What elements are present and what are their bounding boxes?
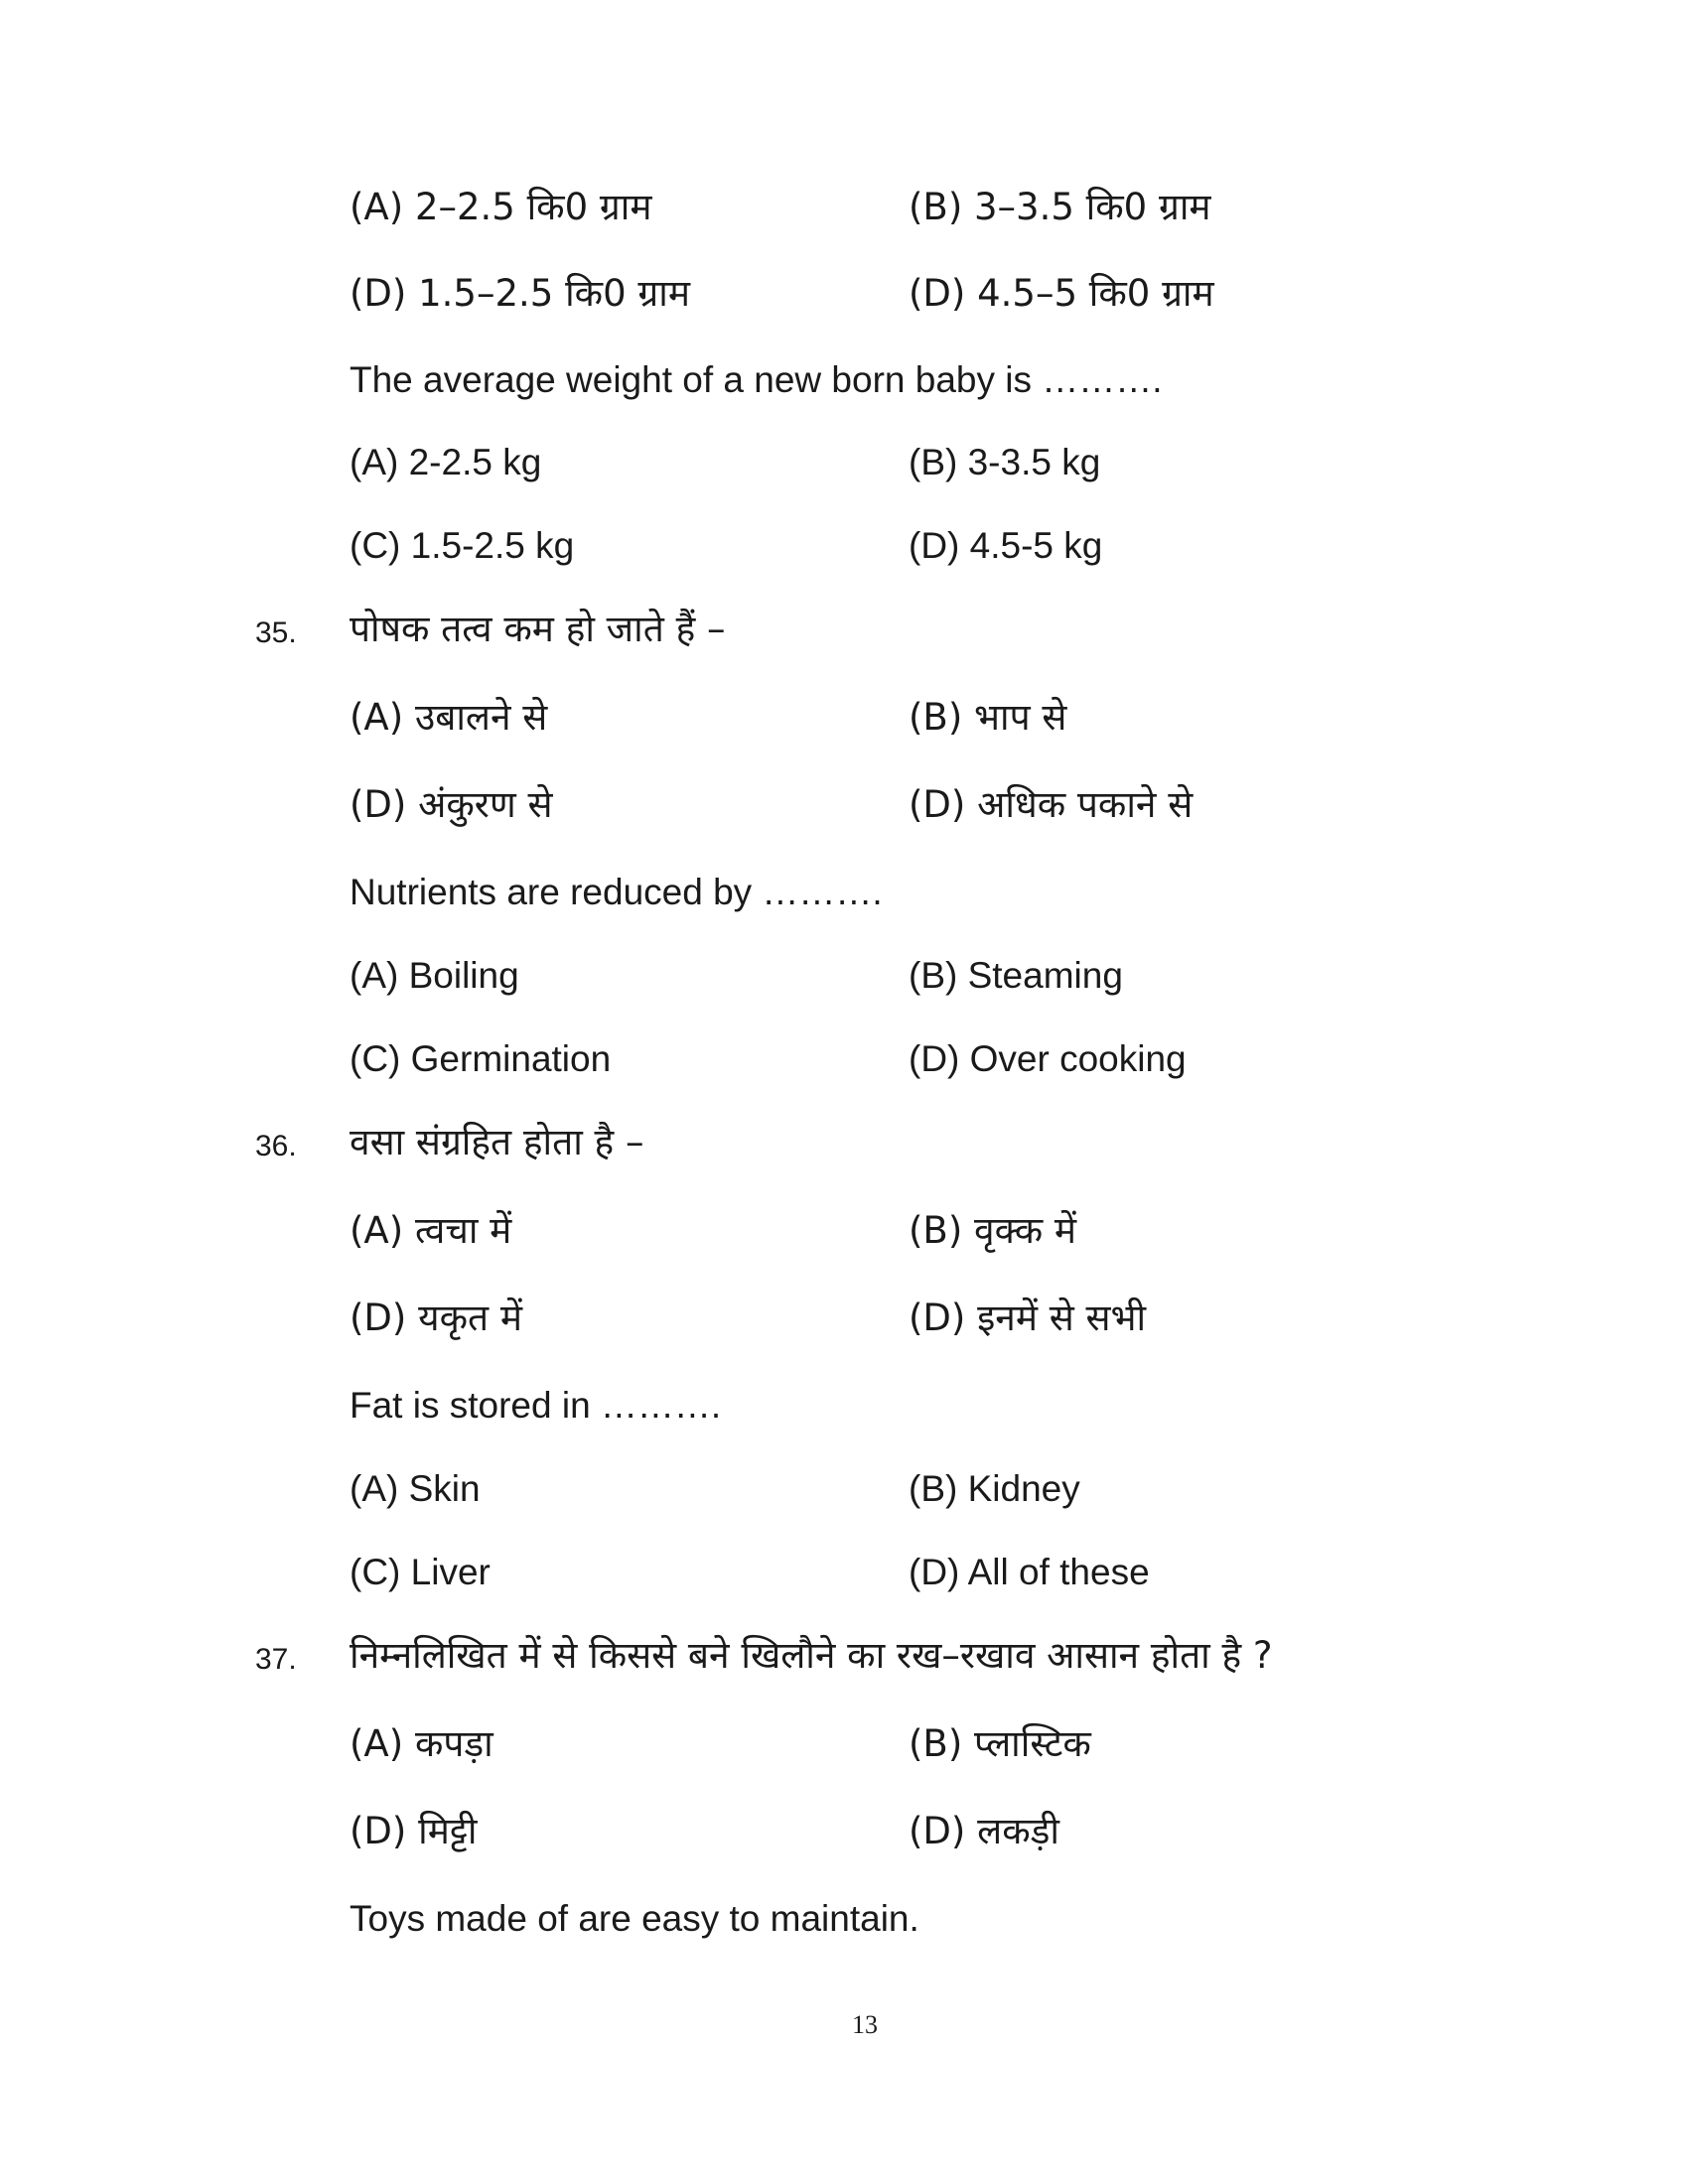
q36-hi-stem: वसा संग्रहित होता है – — [350, 1121, 644, 1163]
q37-number: 37. — [255, 1643, 297, 1676]
q34-en-stem: The average weight of a new born baby is ………. — [350, 359, 1163, 400]
q34-en-option-c: (C) 1.5-2.5 kg — [350, 525, 575, 566]
q37-en-stem: Toys made of are easy to maintain. — [350, 1898, 919, 1939]
q35-hi-stem: पोषक तत्व कम हो जाते हैं – — [350, 608, 726, 650]
q37-hi-option-a: (A) कपड़ा — [350, 1722, 493, 1765]
q35-en-stem: Nutrients are reduced by ………. — [350, 872, 883, 912]
q36-en-option-c: (C) Liver — [350, 1552, 491, 1592]
q36-hi-option-d: (D) इनमें से सभी — [909, 1297, 1147, 1339]
q35-hi-option-d: (D) अधिक पकाने से — [909, 783, 1194, 826]
q35-hi-option-a: (A) उबालने से — [350, 696, 548, 739]
q34-en-option-b: (B) 3-3.5 kg — [909, 442, 1101, 482]
q34-hi-option-a: (A) 2–2.5 कि0 ग्राम — [350, 186, 652, 228]
q34-en-option-d: (D) 4.5-5 kg — [909, 525, 1103, 566]
q35-hi-option-c: (D) अंकुरण से — [350, 783, 553, 826]
q35-number: 35. — [255, 616, 297, 649]
q34-hi-option-d: (D) 4.5–5 कि0 ग्राम — [909, 272, 1214, 315]
q37-hi-stem: निम्नलिखित में से किससे बने खिलौने का रख–रखाव आसान होता है ? — [350, 1634, 1273, 1677]
page-number: 13 — [852, 2010, 878, 2039]
q36-en-stem: Fat is stored in ………. — [350, 1385, 722, 1426]
q35-hi-option-b: (B) भाप से — [909, 696, 1067, 739]
q36-number: 36. — [255, 1130, 297, 1162]
q37-hi-option-d: (D) लकड़ी — [909, 1810, 1060, 1852]
q36-hi-option-c: (D) यकृत में — [350, 1297, 522, 1339]
q35-en-option-d: (D) Over cooking — [909, 1038, 1187, 1079]
q37-hi-option-c: (D) मिट्टी — [350, 1810, 478, 1852]
q37-hi-option-b: (B) प्लास्टिक — [909, 1722, 1091, 1765]
q36-en-option-d: (D) All of these — [909, 1552, 1150, 1592]
q36-en-option-a: (A) Skin — [350, 1468, 481, 1509]
q36-en-option-b: (B) Kidney — [909, 1468, 1080, 1509]
q36-hi-option-a: (A) त्वचा में — [350, 1209, 512, 1252]
q34-hi-option-b: (B) 3–3.5 कि0 ग्राम — [909, 186, 1211, 228]
q34-hi-option-c: (D) 1.5–2.5 कि0 ग्राम — [350, 272, 690, 315]
q35-en-option-b: (B) Steaming — [909, 955, 1123, 996]
q35-en-option-c: (C) Germination — [350, 1038, 612, 1079]
q34-en-option-a: (A) 2-2.5 kg — [350, 442, 542, 482]
q36-hi-option-b: (B) वृक्क में — [909, 1209, 1077, 1252]
q35-en-option-a: (A) Boiling — [350, 955, 519, 996]
